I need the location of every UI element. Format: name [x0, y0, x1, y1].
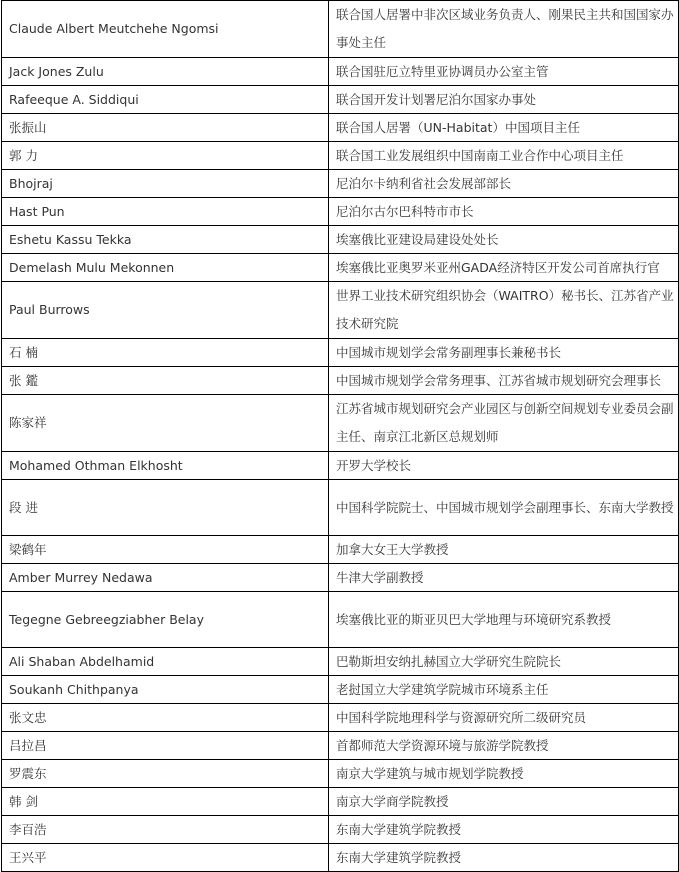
table-row	[2, 367, 679, 395]
participant-title-cell: 埃塞俄比亚奥罗米亚州GADA经济特区开发公司首席执行官	[329, 254, 679, 282]
participant-title-cell: 老挝国立大学建筑学院城市环境系主任	[329, 676, 679, 704]
participant-name-cell: 张文忠	[2, 704, 329, 732]
participants-table-body	[2, 1, 679, 872]
participant-name-cell: 韩 剑	[2, 788, 329, 816]
table-row	[2, 58, 679, 86]
participant-name-cell: Claude Albert Meutchehe Ngomsi	[2, 1, 329, 58]
participant-name-cell: Paul Burrows	[2, 282, 329, 339]
participant-title-cell: 首都师范大学资源环境与旅游学院教授	[329, 732, 679, 760]
table-row	[2, 142, 679, 170]
table-row	[2, 788, 679, 816]
participant-name-cell: Tegegne Gebreegziabher Belay	[2, 592, 329, 648]
participant-name-cell: 段 进	[2, 480, 329, 536]
table-row	[2, 704, 679, 732]
participant-title-cell: 尼泊尔卡纳利省社会发展部部长	[329, 170, 679, 198]
table-row	[2, 676, 679, 704]
participant-name-cell: Bhojraj	[2, 170, 329, 198]
participant-title-cell: 联合国人居署中非次区域业务负责人、刚果民主共和国国家办事处主任	[329, 1, 679, 58]
table-row	[2, 282, 679, 339]
table-row	[2, 592, 679, 648]
participant-name-cell: Jack Jones Zulu	[2, 58, 329, 86]
participant-title-cell: 江苏省城市规划研究会产业园区与创新空间规划专业委员会副主任、南京江北新区总规划师	[329, 395, 679, 452]
participant-name-cell: Eshetu Kassu Tekka	[2, 226, 329, 254]
table-row	[2, 732, 679, 760]
participant-title-cell: 中国城市规划学会常务副理事长兼秘书长	[329, 339, 679, 367]
participant-name-cell: 张振山	[2, 114, 329, 142]
participant-title-cell: 联合国驻厄立特里亚协调员办公室主管	[329, 58, 679, 86]
table-row	[2, 536, 679, 564]
participant-title-cell: 联合国工业发展组织中国南南工业合作中心项目主任	[329, 142, 679, 170]
participants-table	[1, 0, 679, 872]
participant-title-cell: 东南大学建筑学院教授	[329, 816, 679, 844]
table-row	[2, 564, 679, 592]
table-row	[2, 480, 679, 536]
table-row	[2, 1, 679, 58]
participant-name-cell: Demelash Mulu Mekonnen	[2, 254, 329, 282]
participant-title-cell: 东南大学建筑学院教授	[329, 844, 679, 872]
participant-name-cell: 吕拉昌	[2, 732, 329, 760]
table-row	[2, 198, 679, 226]
participant-title-cell: 中国科学院院士、中国城市规划学会副理事长、东南大学教授	[329, 480, 679, 536]
participant-title-cell: 尼泊尔古尔巴科特市市长	[329, 198, 679, 226]
participant-title-cell: 南京大学建筑与城市规划学院教授	[329, 760, 679, 788]
table-row	[2, 170, 679, 198]
participant-name-cell: 梁鹤年	[2, 536, 329, 564]
table-row	[2, 395, 679, 452]
participant-title-cell: 埃塞俄比亚建设局建设处处长	[329, 226, 679, 254]
table-row	[2, 760, 679, 788]
participant-name-cell: Soukanh Chithpanya	[2, 676, 329, 704]
participant-title-cell: 中国科学院地理科学与资源研究所二级研究员	[329, 704, 679, 732]
table-row	[2, 226, 679, 254]
table-row	[2, 114, 679, 142]
participant-name-cell: 罗震东	[2, 760, 329, 788]
participant-name-cell: Mohamed Othman Elkhosht	[2, 452, 329, 480]
participant-name-cell: 王兴平	[2, 844, 329, 872]
participant-name-cell: 李百浩	[2, 816, 329, 844]
table-row	[2, 816, 679, 844]
participant-title-cell: 南京大学商学院教授	[329, 788, 679, 816]
participant-name-cell: Rafeeque A. Siddiqui	[2, 86, 329, 114]
participant-name-cell: 郭 力	[2, 142, 329, 170]
table-row	[2, 452, 679, 480]
participant-title-cell: 中国城市规划学会常务理事、江苏省城市规划研究会理事长	[329, 367, 679, 395]
participant-title-cell: 埃塞俄比亚的斯亚贝巴大学地理与环境研究系教授	[329, 592, 679, 648]
table-row	[2, 339, 679, 367]
table-row	[2, 254, 679, 282]
participant-title-cell: 巴勒斯坦安纳扎赫国立大学研究生院院长	[329, 648, 679, 676]
participant-title-cell: 开罗大学校长	[329, 452, 679, 480]
participant-title-cell: 加拿大女王大学教授	[329, 536, 679, 564]
participant-title-cell: 牛津大学副教授	[329, 564, 679, 592]
participant-title-cell: 联合国开发计划署尼泊尔国家办事处	[329, 86, 679, 114]
participant-name-cell: 陈家祥	[2, 395, 329, 452]
table-row	[2, 648, 679, 676]
participant-title-cell: 世界工业技术研究组织协会（WAITRO）秘书长、江苏省产业技术研究院	[329, 282, 679, 339]
table-row	[2, 844, 679, 872]
participant-name-cell: 张 鑑	[2, 367, 329, 395]
participant-title-cell: 联合国人居署（UN-Habitat）中国项目主任	[329, 114, 679, 142]
participant-name-cell: 石 楠	[2, 339, 329, 367]
table-row	[2, 86, 679, 114]
participant-name-cell: Hast Pun	[2, 198, 329, 226]
participant-name-cell: Ali Shaban Abdelhamid	[2, 648, 329, 676]
participant-name-cell: Amber Murrey Nedawa	[2, 564, 329, 592]
